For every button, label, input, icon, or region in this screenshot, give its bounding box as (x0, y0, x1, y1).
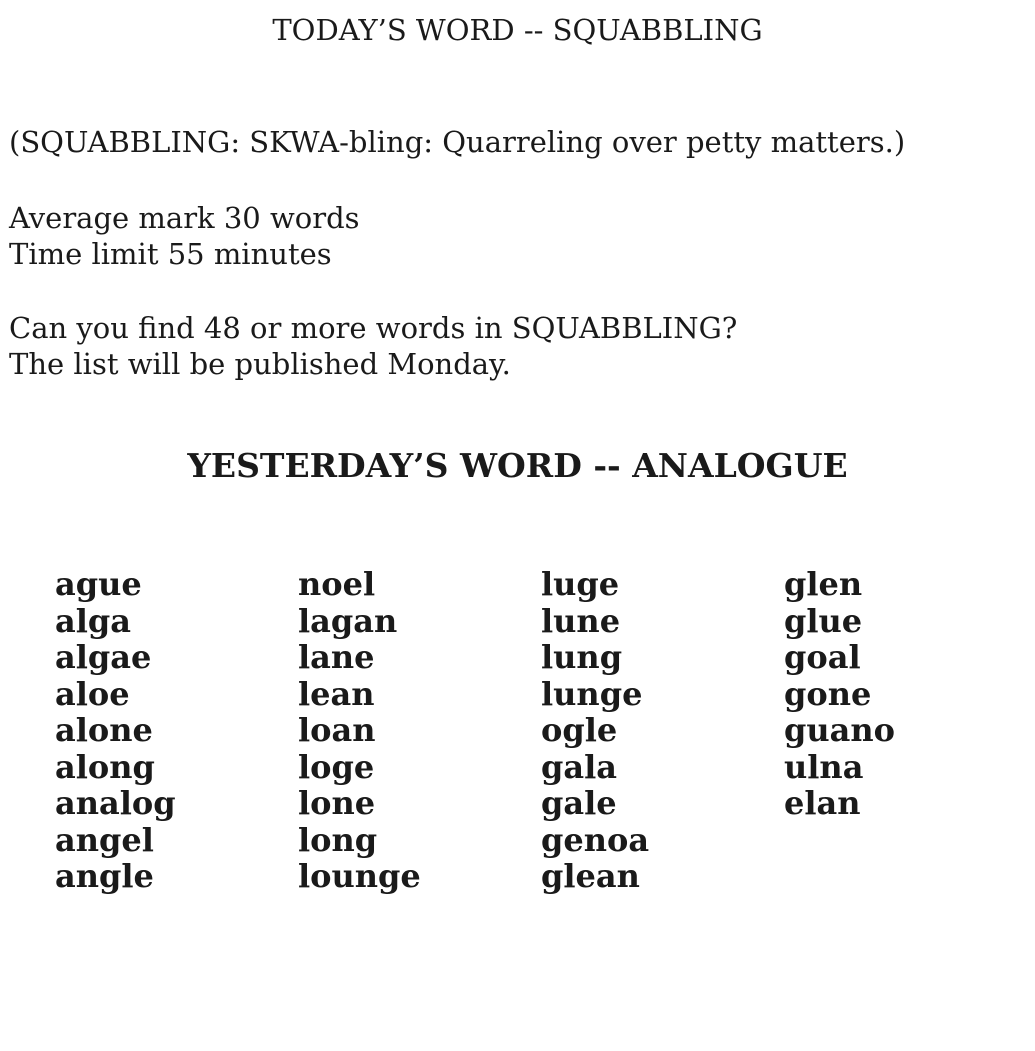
answer-word: alone (55, 711, 153, 749)
answer-word: aloe (55, 674, 130, 713)
challenge-question: Can you find 48 or more words in SQUABBLING? (9, 311, 738, 345)
answer-word-list (55, 566, 1027, 895)
word-column-3 (541, 566, 784, 895)
answer-word: lunge (541, 674, 643, 713)
answer-word: noel (298, 565, 376, 603)
time-limit: Time limit 55 minutes (9, 237, 332, 271)
answer-word: elan (784, 784, 861, 822)
answer-word: ague (55, 565, 142, 603)
answer-word: ogle (541, 711, 618, 749)
word-column-4 (784, 566, 1027, 895)
answer-word: lane (298, 638, 375, 676)
answer-word: loan (298, 711, 376, 749)
answer-word: glen (784, 565, 863, 603)
puzzle-stats (9, 200, 360, 272)
answer-word: gala (541, 747, 617, 786)
answer-word: lune (541, 601, 621, 640)
answer-word: glue (784, 601, 863, 640)
word-column-1 (55, 566, 298, 895)
answer-word: gale (541, 784, 617, 822)
answer-word: alga (55, 601, 131, 640)
answer-word: lung (541, 638, 623, 676)
answer-word: goal (784, 638, 861, 676)
answer-word: lagan (298, 601, 398, 640)
answer-word: lone (298, 784, 376, 822)
yesterdays-word-heading: YESTERDAY’S WORD -- ANALOGUE (187, 446, 848, 485)
answer-word: long (298, 820, 378, 859)
publish-note: The list will be published Monday. (9, 347, 511, 381)
word-definition: (SQUABBLING: SKWA-bling: Quarreling over petty matters.) (9, 125, 906, 159)
answer-word: angel (55, 820, 154, 859)
answer-word: analog (55, 784, 176, 822)
answer-word: luge (541, 565, 620, 603)
word-column-2 (298, 566, 541, 895)
answer-word: angle (55, 857, 154, 895)
answer-word: genoa (541, 820, 650, 859)
answer-word: glean (541, 857, 640, 895)
todays-word-heading: TODAY’S WORD -- SQUABBLING (272, 13, 763, 47)
answer-word: lean (298, 674, 375, 713)
answer-word: loge (298, 747, 375, 786)
answer-word: along (55, 747, 155, 786)
average-mark: Average mark 30 words (9, 201, 360, 235)
challenge-text (9, 310, 737, 382)
answer-word: gone (784, 674, 872, 713)
answer-word: ulna (784, 747, 864, 786)
answer-word: guano (784, 711, 895, 749)
answer-word: lounge (298, 857, 421, 895)
answer-word: algae (55, 638, 152, 676)
